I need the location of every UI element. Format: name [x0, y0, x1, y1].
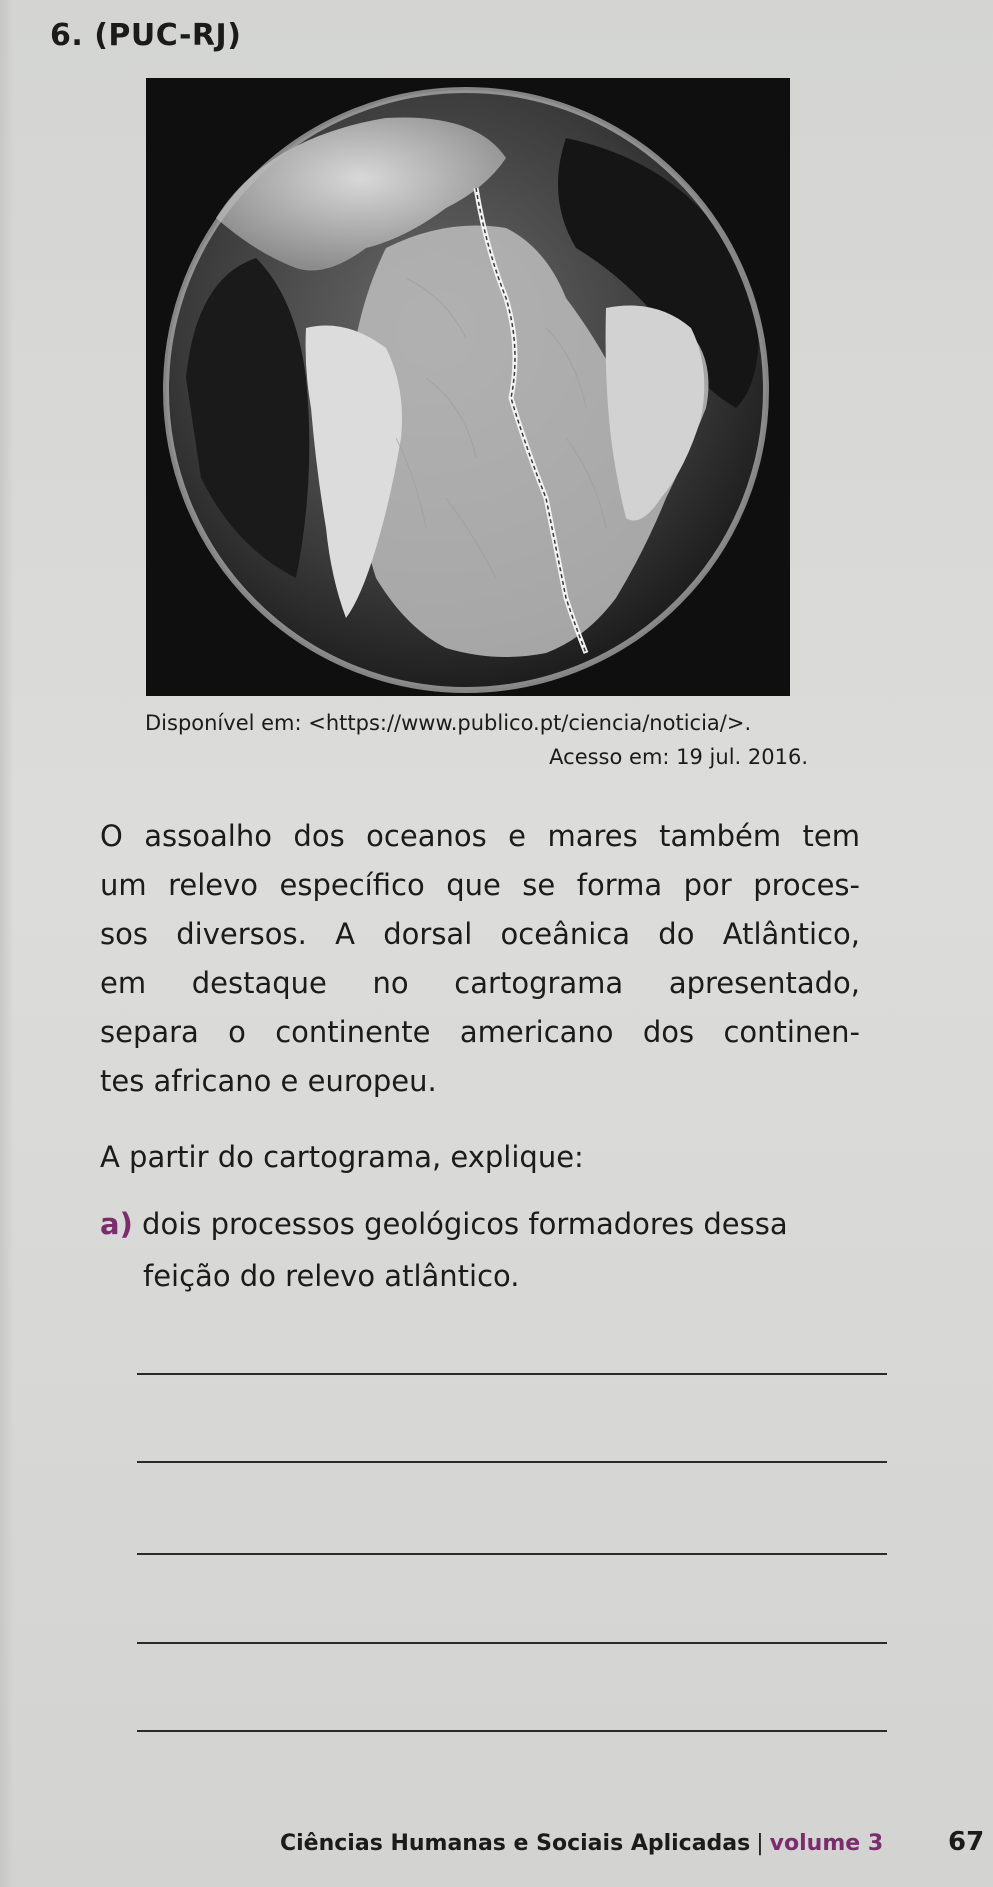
- globe-seafloor-map: [146, 78, 790, 696]
- answer-line[interactable]: [137, 1642, 887, 1644]
- answer-line[interactable]: [137, 1373, 887, 1375]
- item-a-marker: a): [100, 1207, 133, 1241]
- item-a-first-line: [100, 1198, 870, 1250]
- footer: [280, 1831, 883, 1856]
- item-a-text: dois processos geológicos formadores dessa: [142, 1207, 788, 1241]
- instruction: A partir do cartograma, explique:: [100, 1140, 584, 1174]
- footer-volume: volume 3: [769, 1831, 884, 1856]
- figure-access-date: Acesso em: 19 jul. 2016.: [549, 745, 808, 769]
- item-a: [100, 1198, 870, 1302]
- answer-line[interactable]: [137, 1461, 887, 1463]
- question-text-line: em destaque no cartograma apresentado,: [100, 966, 860, 1000]
- footer-separator: |: [756, 1831, 764, 1856]
- question-number: 6. (PUC-RJ): [50, 18, 242, 53]
- question-text-line: um relevo específico que se forma por proces-: [100, 868, 860, 902]
- page-edge-shadow: [0, 0, 14, 1887]
- globe-seafloor-map-icon: [146, 78, 790, 696]
- figure-source: Disponível em: <https://www.publico.pt/ciencia/noticia/>.: [145, 711, 752, 735]
- question-text: [100, 812, 860, 1106]
- answer-line[interactable]: [137, 1730, 887, 1732]
- answer-line[interactable]: [137, 1553, 887, 1555]
- footer-book-title: Ciências Humanas e Sociais Aplicadas: [280, 1831, 751, 1856]
- item-a-continuation: feição do relevo atlântico.: [143, 1259, 520, 1293]
- question-text-line: O assoalho dos oceanos e mares também tem: [100, 819, 860, 853]
- page-number: 67: [948, 1827, 985, 1857]
- question-text-line: tes africano e europeu.: [100, 1064, 437, 1098]
- question-text-line: separa o continente americano dos continen-: [100, 1015, 860, 1049]
- question-text-line: sos diversos. A dorsal oceânica do Atlântico,: [100, 917, 860, 951]
